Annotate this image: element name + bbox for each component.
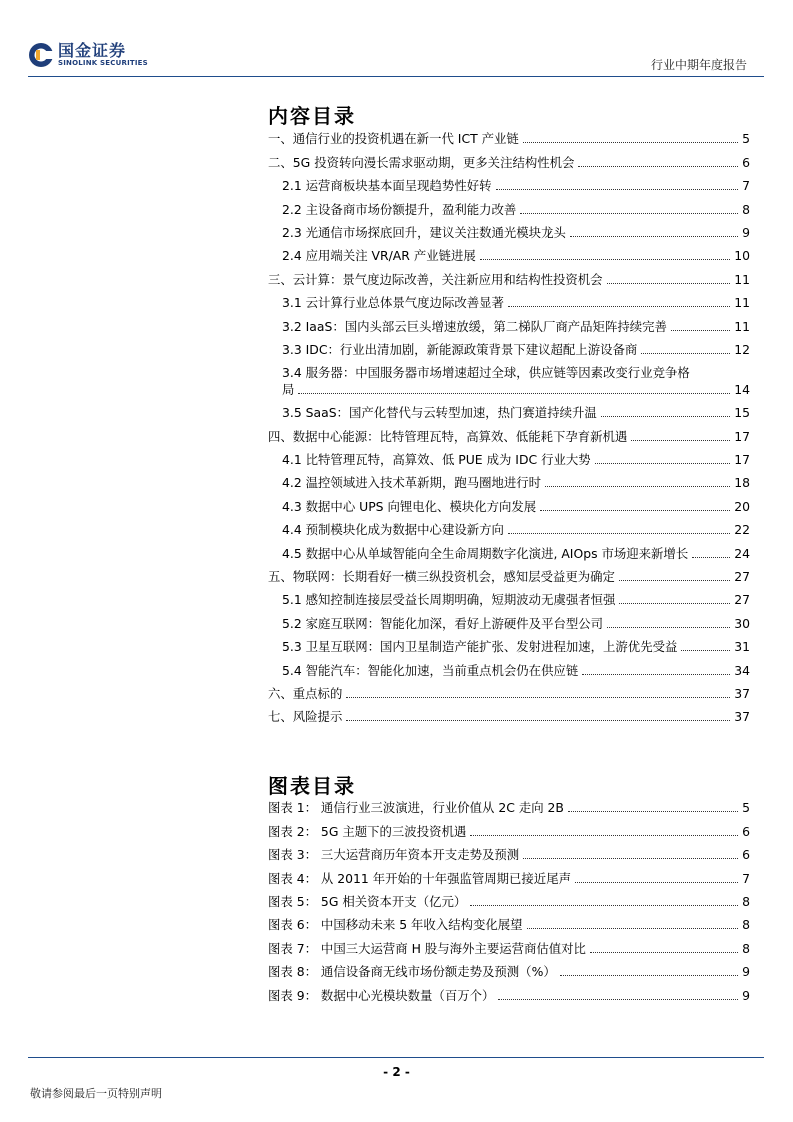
toc-entry-text: 图表 9： 数据中心光模块数量（百万个） xyxy=(268,987,495,1003)
dot-leader xyxy=(470,835,738,836)
toc-entry[interactable] xyxy=(268,538,750,561)
toc-entry-text: 图表 1： 通信行业三波演进，行业价值从 2C 走向 2B xyxy=(268,800,564,816)
toc-entry[interactable] xyxy=(268,632,750,655)
toc-entry[interactable] xyxy=(268,264,750,287)
toc-entry-text: 4.3 数据中心 UPS 向锂电化、模块化方向发展 xyxy=(282,498,537,514)
figure-entry[interactable] xyxy=(268,910,750,933)
toc-entry[interactable] xyxy=(268,311,750,334)
dot-leader xyxy=(607,283,731,284)
toc-entry-text: 5.4 智能汽车：智能化加速，当前重点机会仍在供应链 xyxy=(282,662,579,678)
toc-entry[interactable] xyxy=(268,491,750,514)
toc-page-number: 15 xyxy=(734,405,750,421)
toc-entry[interactable] xyxy=(268,562,750,585)
toc-page-number: 14 xyxy=(734,381,750,397)
figure-entry[interactable] xyxy=(268,863,750,886)
toc-entry-text: 三、云计算：景气度边际改善，关注新应用和结构性投资机会 xyxy=(268,271,603,287)
dot-leader xyxy=(607,627,730,628)
toc-entry[interactable] xyxy=(268,702,750,725)
toc-entry-text: 图表 3： 三大运营商历年资本开支走势及预测 xyxy=(268,847,520,863)
dot-leader xyxy=(508,533,730,534)
disclaimer-note: 敬请参阅最后一页特别声明 xyxy=(30,1087,162,1100)
toc-page-number: 6 xyxy=(742,823,750,839)
dot-leader xyxy=(470,905,738,906)
dot-leader xyxy=(523,142,738,143)
toc-entry-text: 六、重点标的 xyxy=(268,685,343,701)
figure-entry[interactable] xyxy=(268,933,750,956)
toc-entry-text: 4.5 数据中心从单域智能向全生命周期数字化演进, AIOps 市场迎来新增长 xyxy=(282,545,689,561)
toc-page-number: 11 xyxy=(734,295,750,311)
logo-chinese-name: 国金证券 xyxy=(58,41,127,60)
dot-leader xyxy=(480,259,730,260)
contents-list xyxy=(268,124,750,725)
toc-entry[interactable] xyxy=(268,358,750,398)
dot-leader xyxy=(692,557,730,558)
dot-leader xyxy=(520,213,738,214)
dot-leader xyxy=(619,603,730,604)
toc-entry[interactable] xyxy=(268,398,750,421)
page-number: - 2 - xyxy=(383,1065,410,1079)
toc-entry-text: 3.3 IDC：行业出清加剧，新能源政策背景下建议超配上游设备商 xyxy=(282,341,638,357)
toc-entry-text: 3.2 IaaS：国内头部云巨头增速放缓，第二梯队厂商产品矩阵持续完善 xyxy=(282,318,667,334)
figure-entry[interactable] xyxy=(268,957,750,980)
toc-entry-text: 七、风险提示 xyxy=(268,709,343,725)
toc-entry-text: 4.4 预制模块化成为数据中心建设新方向 xyxy=(282,522,504,538)
toc-page-number: 27 xyxy=(734,569,750,585)
dot-leader xyxy=(578,166,738,167)
figures-list xyxy=(268,793,750,1004)
figure-entry[interactable] xyxy=(268,816,750,839)
toc-entry-text: 2.2 主设备商市场份额提升，盈利能力改善 xyxy=(282,201,517,217)
toc-entry-text: 4.1 比特管理瓦特，高算效、低 PUE 成为 IDC 行业大势 xyxy=(282,452,591,468)
toc-entry-text: 5.1 感知控制连接层受益长周期明确，短期波动无虞强者恒强 xyxy=(282,592,616,608)
figure-entry[interactable] xyxy=(268,793,750,816)
contents-title: 内容目录 xyxy=(268,104,356,128)
toc-entry-text: 4.2 温控领域进入技术革新期，跑马圈地进行时 xyxy=(282,475,542,491)
dot-leader xyxy=(346,697,730,698)
dot-leader xyxy=(619,580,730,581)
toc-entry-text: 图表 2： 5G 主题下的三波投资机遇 xyxy=(268,823,467,839)
toc-entry[interactable] xyxy=(268,124,750,147)
toc-entry-text: 3.5 SaaS：国产化替代与云转型加速，热门赛道持续升温 xyxy=(282,405,597,421)
dot-leader xyxy=(298,393,730,394)
toc-entry-text: 5.3 卫星互联网：国内卫星制造产能扩张、发射进程加速，上游优先受益 xyxy=(282,639,678,655)
toc-page-number: 8 xyxy=(742,917,750,933)
dot-leader xyxy=(346,720,730,721)
toc-entry[interactable] xyxy=(268,585,750,608)
dot-leader xyxy=(540,510,730,511)
dot-leader xyxy=(568,811,738,812)
header-divider xyxy=(28,76,764,77)
dot-leader xyxy=(545,486,730,487)
toc-page-number: 7 xyxy=(742,178,750,194)
dot-leader xyxy=(523,858,738,859)
report-type-label: 行业中期年度报告 xyxy=(650,58,747,72)
dot-leader xyxy=(641,353,730,354)
toc-entry-text: 二、5G 投资转向漫长需求驱动期，更多关注结构性机会 xyxy=(268,154,575,170)
toc-entry[interactable] xyxy=(268,421,750,444)
toc-entry[interactable] xyxy=(268,679,750,702)
toc-page-number: 17 xyxy=(734,428,750,444)
toc-page-number: 5 xyxy=(742,800,750,816)
toc-entry[interactable] xyxy=(268,218,750,241)
toc-page-number: 11 xyxy=(734,271,750,287)
toc-entry-text: 3.1 云计算行业总体景气度边际改善显著 xyxy=(282,295,504,311)
dot-leader xyxy=(508,306,730,307)
logo-english-name: SINOLINK SECURITIES xyxy=(58,59,148,67)
toc-page-number: 7 xyxy=(742,870,750,886)
toc-page-number: 5 xyxy=(742,131,750,147)
toc-page-number: 18 xyxy=(734,475,750,491)
toc-entry-text: 图表 6： 中国移动未来 5 年收入结构变化展望 xyxy=(268,917,523,933)
toc-page-number: 6 xyxy=(742,847,750,863)
dot-leader xyxy=(496,189,739,190)
dot-leader xyxy=(681,650,730,651)
toc-entry-text: 2.3 光通信市场探底回升，建议关注数通光模块龙头 xyxy=(282,224,566,240)
toc-page-number: 9 xyxy=(742,964,750,980)
toc-page-number: 34 xyxy=(734,662,750,678)
dot-leader xyxy=(570,236,738,237)
toc-page-number: 17 xyxy=(734,452,750,468)
dot-leader xyxy=(601,416,730,417)
dot-leader xyxy=(527,928,739,929)
brand-logo xyxy=(28,42,148,68)
toc-entry-text: 5.2 家庭互联网：智能化加深，看好上游硬件及平台型公司 xyxy=(282,615,604,631)
dot-leader xyxy=(590,952,738,953)
page-header xyxy=(0,0,793,80)
dot-leader xyxy=(582,674,730,675)
toc-entry-text-continued: 局 xyxy=(282,381,295,397)
figures-title: 图表目录 xyxy=(268,774,356,798)
toc-entry-text: 图表 4： 从 2011 年开始的十年强监管周期已接近尾声 xyxy=(268,870,571,886)
toc-entry-text: 五、物联网：长期看好一横三纵投资机会，感知层受益更为确定 xyxy=(268,569,615,585)
dot-leader xyxy=(575,882,738,883)
dot-leader xyxy=(631,440,730,441)
toc-page-number: 6 xyxy=(742,154,750,170)
toc-page-number: 20 xyxy=(734,498,750,514)
toc-entry[interactable] xyxy=(268,655,750,678)
toc-entry[interactable] xyxy=(268,171,750,194)
toc-entry-text: 图表 5： 5G 相关资本开支（亿元） xyxy=(268,893,467,909)
toc-entry[interactable] xyxy=(268,241,750,264)
toc-entry[interactable] xyxy=(268,147,750,170)
toc-entry[interactable] xyxy=(268,445,750,468)
toc-page-number: 11 xyxy=(734,318,750,334)
sinolink-logo-icon xyxy=(28,42,54,68)
toc-page-number: 8 xyxy=(742,893,750,909)
toc-page-number: 22 xyxy=(734,522,750,538)
toc-entry[interactable] xyxy=(268,515,750,538)
dot-leader xyxy=(498,999,738,1000)
toc-entry-text: 一、通信行业的投资机遇在新一代 ICT 产业链 xyxy=(268,131,519,147)
toc-entry-text: 图表 7： 中国三大运营商 H 股与海外主要运营商估值对比 xyxy=(268,940,586,956)
toc-page-number: 9 xyxy=(742,224,750,240)
toc-entry-text: 3.4 服务器：中国服务器市场增速超过全球，供应链等因素改变行业竞争格 xyxy=(282,364,690,380)
toc-page-number: 8 xyxy=(742,940,750,956)
toc-page-number: 27 xyxy=(734,592,750,608)
figure-entry[interactable] xyxy=(268,840,750,863)
figure-entry[interactable] xyxy=(268,980,750,1003)
toc-page-number: 37 xyxy=(734,709,750,725)
toc-entry[interactable] xyxy=(268,194,750,217)
toc-page-number: 10 xyxy=(734,248,750,264)
toc-page-number: 24 xyxy=(734,545,750,561)
toc-entry-text: 2.4 应用端关注 VR/AR 产业链进展 xyxy=(282,248,476,264)
toc-entry-text: 图表 8： 通信设备商无线市场份额走势及预测（%） xyxy=(268,964,556,980)
toc-page-number: 30 xyxy=(734,615,750,631)
dot-leader xyxy=(595,463,731,464)
toc-page-number: 9 xyxy=(742,987,750,1003)
toc-page-number: 37 xyxy=(734,685,750,701)
toc-entry[interactable] xyxy=(268,608,750,631)
toc-entry-text: 四、数据中心能源：比特管理瓦特，高算效、低能耗下孕育新机遇 xyxy=(268,428,628,444)
toc-entry[interactable] xyxy=(268,288,750,311)
dot-leader xyxy=(671,330,730,331)
figure-entry[interactable] xyxy=(268,887,750,910)
dot-leader xyxy=(560,975,738,976)
toc-entry[interactable] xyxy=(268,468,750,491)
toc-page-number: 8 xyxy=(742,201,750,217)
toc-entry-text: 2.1 运营商板块基本面呈现趋势性好转 xyxy=(282,178,492,194)
toc-page-number: 12 xyxy=(734,341,750,357)
footer-divider xyxy=(28,1057,764,1058)
toc-entry[interactable] xyxy=(268,335,750,358)
toc-page-number: 31 xyxy=(734,639,750,655)
